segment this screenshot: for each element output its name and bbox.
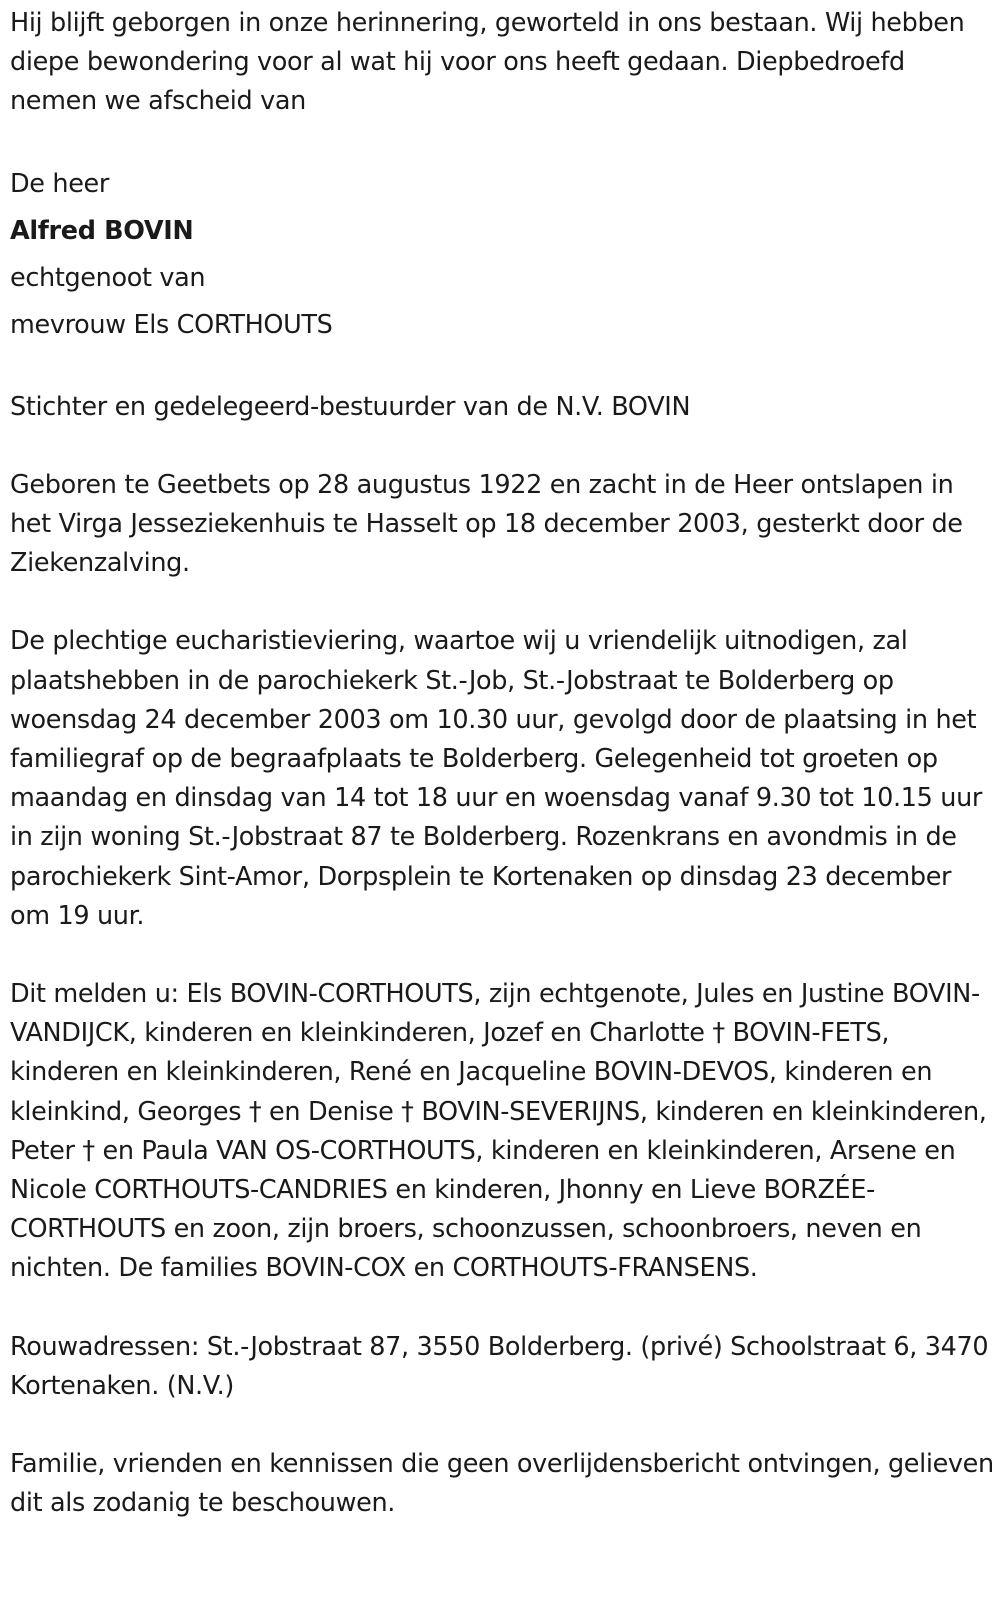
deceased-name: Alfred BOVIN — [10, 215, 194, 246]
salutation: De heer — [10, 168, 110, 199]
intro-paragraph: Hij blijft geborgen in onze herinnering, geworteld in ons bestaan. Wij hebben diepe bewondering voor al wat hij voor ons heeft gedaan. Diepbedroefd nemen we afscheid van — [10, 8, 965, 117]
spouse-relation: echtgenoot van — [10, 262, 206, 293]
occupation-line: Stichter en gedelegeerd-bestuurder van de N.V. BOVIN — [10, 391, 691, 422]
spacer — [10, 427, 995, 466]
spacer — [10, 349, 995, 388]
spouse-name: mevrouw Els CORTHOUTS — [10, 309, 333, 340]
family-paragraph: Dit melden u: Els BOVIN-CORTHOUTS, zijn echtgenote, Jules en Justine BOVIN-VANDIJCK, kinderen en kleinkinderen, Jozef en Charlotte † BOVIN-FETS, kinderen en kleinkinderen, René en Jacqueline BOVIN-DEVOS, kinderen en kleinkind, Georges † en Denise † BOVIN-SEVERIJNS, kinderen en kleinkinderen, Peter † en Paula VAN OS-CORTHOUTS, kinderen en kleinkinderen, Arsene en Nicole CORTHOUTS-CANDRIES en kinderen, Jhonny en Lieve BORZÉE-CORTHOUTS en zoon, zijn broers, schoonzussen, schoonbroers, neven en nichten. De families BOVIN-COX en CORTHOUTS-FRANSENS. — [10, 979, 987, 1284]
closing-paragraph: Familie, vrienden en kennissen die geen overlijdensbericht ontvingen, gelieven dit als zodanig te beschouwen. — [10, 1449, 994, 1519]
ceremony-paragraph: De plechtige eucharistieviering, waartoe wij u vriendelijk uitnodigen, zal plaatshebben in de parochiekerk St.-Job, St.-Jobstraat te Bolderberg op woensdag 24 december 2003 om 10.30 uur, gevolgd door de plaatsing in het familiegraf op de begraafplaats te Bolderberg. Gelegenheid tot groeten op maandag en dinsdag van 14 tot 18 uur en woensdag vanaf 9.30 tot 10.15 uur in zijn woning St.-Jobstraat 87 te Bolderberg. Rozenkrans en avondmis in de parochiekerk Sint-Amor, Dorpsplein te Kortenaken op dinsdag 23 december om 19 uur. — [10, 626, 983, 931]
spacer — [10, 1406, 995, 1445]
spacer — [10, 1289, 995, 1328]
obituary-document — [10, 4, 995, 1523]
birth-death-paragraph: Geboren te Geetbets op 28 augustus 1922 en zacht in de Heer ontslapen in het Virga Jesseziekenhuis te Hasselt op 18 december 2003, gesterkt door de Ziekenzalving. — [10, 469, 963, 579]
spacer — [10, 583, 995, 622]
spacer — [10, 936, 995, 975]
spacer — [10, 122, 995, 161]
addresses-paragraph: Rouwadressen: St.-Jobstraat 87, 3550 Bolderberg. (privé) Schoolstraat 6, 3470 Kortenaken. (N.V.) — [10, 1331, 989, 1401]
